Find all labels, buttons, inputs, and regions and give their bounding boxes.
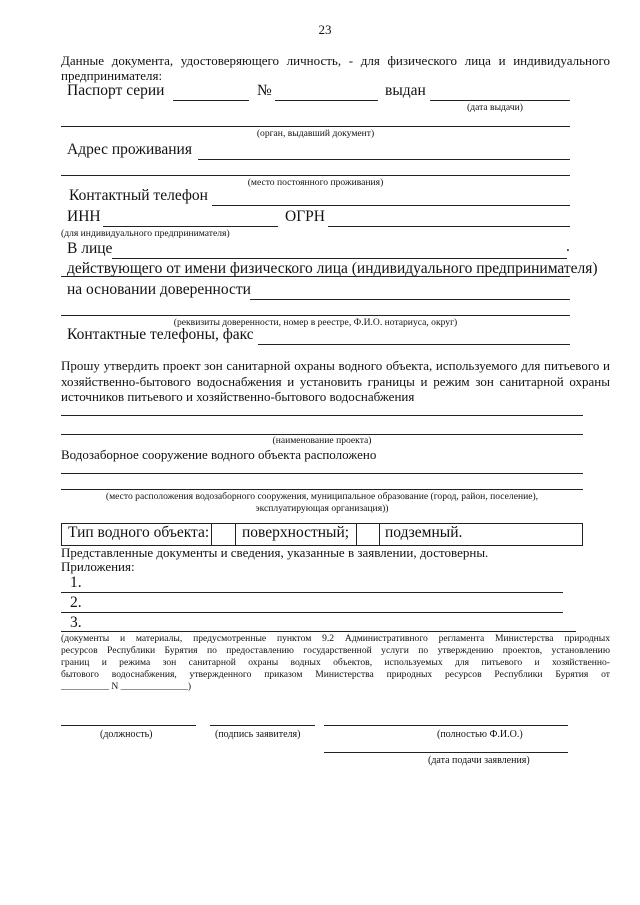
page-number: 23	[318, 22, 332, 37]
power-of-attorney-label: на основании доверенности	[67, 281, 251, 298]
representative-dot: .	[566, 238, 570, 255]
ogrn-label: ОГРН	[285, 208, 325, 225]
phones-fax-label: Контактные телефоны, факс	[67, 326, 254, 343]
contact-phone-label: Контактный телефон	[69, 187, 208, 204]
request-line3: источников питьевого и хозяйственно-бытового водоснабжения	[61, 389, 415, 404]
power-of-attorney-hint: (реквизиты доверенности, номер в реестре, Ф.И.О. нотариуса, округ)	[173, 317, 458, 328]
attachments-note-line4: бытового водоснабжения, утвержденного приказом Министерства природных ресурсов Республики Бурятия от	[61, 669, 610, 680]
address-field-line2[interactable]	[61, 175, 570, 176]
attachments-note-line3: границ и режима зон санитарной охраны водных объектов, используемых для питьевого и хозяйственно-	[61, 657, 610, 668]
request-line2: хозяйственно-бытового водоснабжения и установить границы и режим зон санитарной охраны	[61, 374, 610, 389]
position-hint: (должность)	[100, 729, 153, 740]
full-name-hint: (полностью Ф.И.О.)	[437, 729, 523, 740]
reliability-statement: Представленные документы и сведения, указанные в заявлении, достоверны.	[61, 545, 489, 560]
attachments-note-line1: (документы и материалы, предусмотренные пунктом 9.2 Административного регламента Министерства природных	[61, 633, 610, 644]
project-name-field-line1[interactable]	[61, 415, 583, 416]
table-divider	[235, 524, 236, 545]
power-of-attorney-field-line1[interactable]	[250, 299, 570, 300]
water-type-surface: поверхностный;	[242, 524, 350, 541]
attachments-note-line2: ресурсов Республики Бурятия по предоставлению государственной услуги по утверждению проектов, установлению	[61, 645, 610, 656]
signature-field[interactable]	[210, 725, 315, 726]
inn-field[interactable]	[103, 226, 278, 227]
water-type-label: Тип водного объекта:	[68, 524, 210, 541]
full-name-field[interactable]	[324, 725, 568, 726]
date-hint: (дата подачи заявления)	[428, 755, 530, 766]
attachment-item-2: 2.	[70, 594, 82, 611]
in-person-label: В лице	[67, 240, 113, 257]
acting-for-text: действующего от имени физического лица (индивидуального предпринимателя)	[67, 260, 598, 277]
attachment-item-1: 1.	[70, 574, 82, 591]
intake-location-field-line1[interactable]	[61, 473, 583, 474]
passport-series-field[interactable]	[173, 100, 249, 101]
identity-intro-line1: Данные документа, удостоверяющего личность, - для физического лица и индивидуального	[61, 53, 610, 68]
attachments-title: Приложения:	[61, 559, 135, 574]
attachment-field-2[interactable]	[61, 612, 563, 613]
identity-intro-line2: предпринимателя:	[61, 68, 163, 83]
date-field[interactable]	[324, 752, 568, 753]
passport-series-label: Паспорт серии	[67, 82, 165, 99]
water-type-underground: подземный.	[385, 524, 463, 541]
entrepreneur-hint: (для индивидуального предпринимателя)	[61, 228, 230, 239]
power-of-attorney-field-line2[interactable]	[61, 315, 570, 316]
water-type-table	[61, 523, 583, 546]
intake-location-label: Водозаборное сооружение водного объекта расположено	[61, 447, 377, 462]
address-label: Адрес проживания	[67, 141, 192, 158]
attachment-item-3: 3.	[70, 614, 82, 631]
acting-for-underline	[61, 276, 570, 277]
signature-hint: (подпись заявителя)	[215, 729, 301, 740]
attachment-field-3[interactable]	[61, 631, 576, 632]
address-hint: (место постоянного проживания)	[247, 177, 384, 188]
phones-fax-field[interactable]	[258, 344, 570, 345]
passport-issuer-field[interactable]	[61, 126, 570, 127]
issue-date-hint: (дата выдачи)	[467, 102, 523, 113]
surface-checkbox[interactable]	[212, 524, 235, 545]
passport-number-field[interactable]	[275, 100, 378, 101]
position-field[interactable]	[61, 725, 196, 726]
issuer-hint: (орган, выдавший документ)	[256, 128, 375, 139]
intake-location-hint2: эксплуатирующая организация))	[255, 503, 389, 514]
intake-location-hint1: (место расположения водозаборного сооружения, муниципальное образование (город, район, поселение),	[105, 491, 539, 502]
request-line1: Прошу утвердить проект зон санитарной охраны водного объекта, используемого для питьевого и	[61, 358, 610, 373]
inn-label: ИНН	[67, 208, 101, 225]
attachment-field-1[interactable]	[61, 592, 563, 593]
passport-number-sign: №	[257, 82, 272, 99]
passport-issued-label: выдан	[385, 82, 426, 99]
contact-phone-field[interactable]	[212, 205, 570, 206]
ogrn-field[interactable]	[328, 226, 570, 227]
underground-checkbox[interactable]	[357, 524, 379, 545]
attachments-note-line5: __________ N ______________)	[61, 681, 192, 692]
intake-location-field-line2[interactable]	[61, 489, 583, 490]
passport-issue-date-field[interactable]	[430, 100, 570, 101]
table-divider	[379, 524, 380, 545]
representative-name-field[interactable]	[112, 258, 567, 259]
address-field-line1[interactable]	[198, 159, 570, 160]
project-name-hint: (наименование проекта)	[272, 435, 372, 446]
